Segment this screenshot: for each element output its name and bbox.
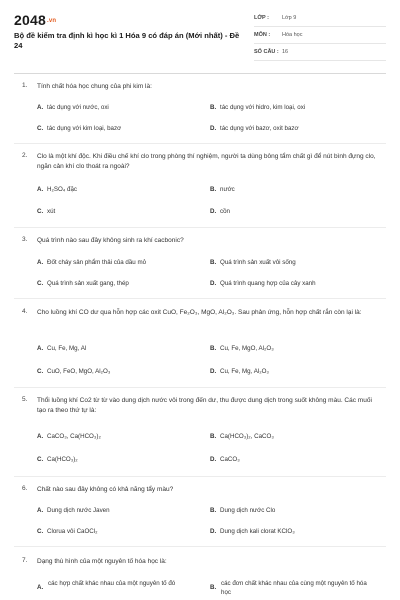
option-b[interactable]: B. Quá trình sản xuất vôi sống (210, 259, 296, 266)
document-title: Bộ đề kiểm tra định kì học kì 1 Hóa 9 có đáp án (Mới nhất) - Đề 24 (14, 31, 240, 50)
site-logo[interactable]: 2048.vn (14, 12, 57, 28)
option-b[interactable]: B. Cu, Fe, MgO, Al₂O₃ (210, 345, 274, 352)
question-separator (14, 227, 386, 228)
option-b[interactable]: B. nước (210, 186, 235, 193)
meta-row-class: LỚP : Lớp 9 (254, 12, 386, 27)
option-a[interactable]: A. Cu, Fe, Mg, Al (37, 345, 87, 352)
document-page: 2048.vn Bộ đề kiểm tra định kì học kì 1 Hóa 9 có đáp án (Mới nhất) - Đề 24 LỚP : Lớp 9 MÔN : Hóa học SỐ CÂU : 16 1. Tính chất hóa học chung của phi kim là: A. tác dụng với nước, oxi B. tác dụng với hidro, kim loại, oxi C. tác dụng với kim loại, bazơ D. tác dụng với bazơ, oxit bazơ 2. Clo là một khí độc. Khi điều chế khí clo trong phòng thí nghiệm, người ta dùng bông tẩm chất gì để nút bình đựng clo, ngăn cản khí clo thoát ra ngoài? A. H₂SO₄ đặc B. nước C. xút D. cồn 3. Quá trình nào sau đây không sinh ra khí cacbonic? A. Đốt cháy sản phẩm thải của dầu mỏ B. Quá trình sản xuất vôi sống C. Quá trình sản xuất gang, thép D. Quá trình quang hợp của cây xanh 4. Cho luồng khí CO dư qua hỗn hợp các oxit CuO, Fe₂O₃, MgO, Al₂O₃. Sau phản ứng, hỗn hợp chất rắn còn lại là: A. Cu, Fe, Mg, Al B. Cu, Fe, MgO, Al₂O₃ C. CuO, FeO, MgO, Al₂O₃ D. Cu, Fe, Mg, Al₂O₃ 5. Thổi luồng khí Co2 từ từ vào dung dịch nước vôi trong đến dư, thu được dung dịch trong suốt không màu. Các muối tạo ra theo thứ tự là: A. CaCO₃, Ca(HCO₃)₂ B. Ca(HCO₃)₂, CaCO₃ C. Ca(HCO₃)₂ D. CaCO₃ 6. Chất nào sau đây không có khả năng tẩy màu? A. Dung dịch nước Javen B. Dung dịch nước Clo C. Clorua vôi CaOCl₂ D. Dung dịch kali clorat KClO₃ 7. Dạng thù hình của một nguyên tố hóa học là: A. các hợp chất khác nhau của một nguyên tố đó B. các đơn chất khác nhau của cùng một nguyên tố hóa học (0, 0, 400, 600)
option-a[interactable]: A. H₂SO₄ đặc (37, 186, 78, 193)
question-separator (14, 298, 386, 299)
option-d[interactable]: D. CaCO₃ (210, 456, 240, 463)
option-c[interactable]: C. Quá trình sản xuất gang, thép (37, 280, 129, 287)
option-d[interactable]: D. cồn (210, 208, 230, 215)
option-c[interactable]: C. CuO, FeO, MgO, Al₂O₃ (37, 368, 111, 375)
meta-row-count: SỐ CÂU : 16 (254, 46, 386, 61)
option-b[interactable]: B. Ca(HCO₃)₂, CaCO₃ (210, 433, 274, 440)
header-divider (14, 73, 386, 74)
option-c[interactable]: C. tác dụng với kim loại, bazơ (37, 125, 122, 132)
question-separator (14, 476, 386, 477)
option-c[interactable]: C. Ca(HCO₃)₂ (37, 456, 78, 463)
header (14, 12, 386, 70)
option-c[interactable]: C. xút (37, 208, 56, 215)
option-c[interactable]: C. Clorua vôi CaOCl₂ (37, 528, 98, 535)
option-d[interactable]: D. Dung dịch kali clorat KClO₃ (210, 528, 295, 535)
question-separator (14, 143, 386, 144)
option-a[interactable]: A. CaCO₃, Ca(HCO₃)₂ (37, 433, 101, 440)
meta-row-subject: MÔN : Hóa học (254, 29, 386, 44)
option-d[interactable]: D. tác dụng với bazơ, oxit bazơ (210, 125, 299, 132)
question-separator (14, 387, 386, 388)
meta-info (254, 12, 386, 63)
option-b[interactable]: B. tác dụng với hidro, kim loại, oxi (210, 104, 306, 111)
option-a[interactable]: A. tác dụng với nước, oxi (37, 104, 109, 111)
option-a[interactable]: A. Dung dịch nước Javen (37, 507, 110, 514)
option-b[interactable]: B. Dung dịch nước Clo (210, 507, 276, 514)
question-separator (14, 546, 386, 547)
option-a[interactable]: A. Đốt cháy sản phẩm thải của dầu mỏ (37, 259, 147, 266)
option-d[interactable]: D. Quá trình quang hợp của cây xanh (210, 280, 316, 287)
option-d[interactable]: D. Cu, Fe, Mg, Al₂O₃ (210, 368, 269, 375)
